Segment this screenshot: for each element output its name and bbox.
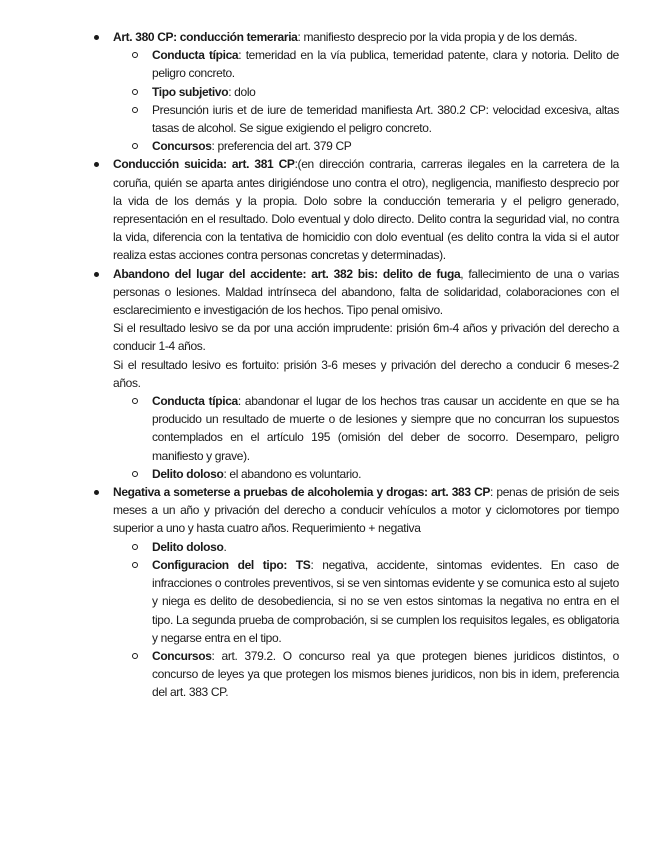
sub-item-heading: Conducta típica	[152, 394, 238, 409]
sub-item-heading: Delito doloso	[152, 466, 224, 481]
item-text: : manifiesto desprecio por la vida propia y de los demás.	[297, 30, 578, 44]
item-paragraph: Si el resultado lesivo es fortuito: prisión 3-6 meses y privación del derecho a conducir 6 meses-2 años.	[113, 357, 619, 390]
sub-item-paragraph	[152, 465, 619, 483]
sub-item-text: : art. 379.2. O concurso real ya que protegen bienes juridicos distintos, o concurso de leyes ya que protegen los mismos bienes juridicos, non bis in idem, preferencia del art. 383 CP.	[152, 648, 619, 700]
item-paragraph: Si el resultado lesivo se da por una acción imprudente: prisión 6m-4 años y privación del derecho a conducir 1-4 años.	[113, 321, 619, 354]
sub-item-paragraph	[152, 647, 619, 702]
item-paragraph	[113, 155, 619, 264]
bullet-icon	[94, 162, 99, 167]
sub-item-paragraph	[152, 137, 619, 155]
sub-item-text: : negativa, accidente, sintomas evidentes. En caso de infracciones o controles preventivos, si se ven sintomas evidente y se comunica esto al sujeto y niega es delito de desobediencia, si no se ven estos sintomas la negativa no entra en el tipo. La segunda prueba de comprobación, si se cumplen los requisitos legales, es obligatoria y negarse entra en el tipo.	[152, 557, 619, 645]
list-item	[113, 265, 619, 392]
sub-item-text: .	[223, 539, 227, 554]
sub-list-item	[152, 465, 619, 483]
sub-item-text: : el abandono es voluntario.	[223, 466, 362, 481]
sub-list-item	[152, 538, 619, 556]
item-paragraph	[113, 28, 619, 46]
sub-list-item	[152, 101, 619, 137]
sub-item-paragraph	[152, 83, 619, 101]
list-item	[113, 28, 619, 46]
document-body	[113, 28, 619, 702]
sub-item-heading: Concursos	[152, 139, 212, 154]
sub-list-item	[152, 137, 619, 155]
bullet-icon	[94, 272, 99, 277]
circle-bullet-icon	[132, 544, 138, 550]
bullet-icon	[94, 490, 99, 495]
sub-item-text: : dolo	[228, 84, 256, 99]
circle-bullet-icon	[132, 471, 138, 477]
sub-item-heading: Conducta típica	[152, 48, 239, 63]
sub-list-item	[152, 83, 619, 101]
sub-item-heading: Concursos	[152, 648, 212, 663]
sub-list-item	[152, 46, 619, 82]
sub-item-heading: Delito doloso	[152, 539, 224, 554]
circle-bullet-icon	[132, 653, 138, 659]
circle-bullet-icon	[132, 398, 138, 404]
circle-bullet-icon	[132, 89, 138, 95]
sub-list-item	[152, 647, 619, 702]
sub-item-paragraph	[152, 101, 619, 137]
item-text: , fallecimiento de una o varias personas o lesiones. Maldad intrínseca del abandono, falta de solidaridad, colaboraciones con el esclarecimiento e investigación de los hechos. Tipo penal omisivo.	[113, 266, 619, 318]
sub-item-paragraph	[152, 392, 619, 465]
sub-item-heading: Configuracion del tipo: TS	[152, 557, 311, 572]
item-paragraph	[113, 265, 619, 320]
list-item	[113, 155, 619, 264]
sub-item-text: : preferencia del art. 379 CP	[211, 139, 352, 154]
circle-bullet-icon	[132, 107, 138, 113]
sub-item-text: : temeridad en la vía publica, temeridad patente, clara y notoria. Delito de peligro concreto.	[152, 48, 619, 81]
sub-item-text: : abandonar el lugar de los hechos tras causar un accidente en que se ha producido un resultado de muerte o de lesiones y siempre que no concurran los supuestos contemplados en el artículo 195 (omisión del deber de socorro. Desemparo, peligro manifiesto y grave).	[152, 394, 619, 463]
circle-bullet-icon	[132, 562, 138, 568]
sub-item-text: Presunción iuris et de iure de temeridad manifiesta Art. 380.2 CP: velocidad excesiva, altas tasas de alcohol. Se sigue exigiendo el peligro concreto.	[152, 102, 619, 136]
sub-list-item	[152, 392, 619, 465]
item-text: : penas de prisión de seis meses a un año y privación del derecho a conducir vehículos a motor y ciclomotores por tiempo superior a uno y hasta cuatro años. Requerimiento + negativa	[113, 485, 619, 536]
sub-item-paragraph	[152, 556, 619, 647]
item-heading: Abandono del lugar del accidente: art. 382 bis: delito de fuga	[113, 266, 461, 281]
item-text: :(en dirección contraria, carreras ilegales en la carretera de la coruña, quién se aparta antes dirigiéndose uno contra el otro), negligencia, manifiesto desprecio por la vida de los demás y la propia. Dolo sobre la conducción temeraria y el peligro generado, representación en el resultado. Dolo eventual y dolo directo. Delito contra la seguridad vial, no contra la vida, diferencia con la tentativa de homicidio con dolo eventual (es delito contra la vida si el autor realiza estas acciones contra personas concretas y determinadas).	[113, 157, 620, 263]
item-heading: Conducción suicida: art. 381 CP	[113, 157, 295, 172]
circle-bullet-icon	[132, 52, 138, 58]
sub-item-paragraph	[152, 46, 619, 82]
sub-list-item	[152, 556, 619, 647]
bullet-icon	[94, 35, 99, 40]
list-item	[113, 483, 619, 538]
item-heading: Negativa a someterse a pruebas de alcoholemia y drogas: art. 383 CP	[113, 485, 491, 500]
circle-bullet-icon	[132, 143, 138, 149]
item-heading: Art. 380 CP: conducción temeraria	[113, 30, 298, 44]
sub-item-heading: Tipo subjetivo	[152, 84, 229, 99]
item-paragraph	[113, 483, 619, 538]
sub-item-paragraph	[152, 538, 619, 556]
